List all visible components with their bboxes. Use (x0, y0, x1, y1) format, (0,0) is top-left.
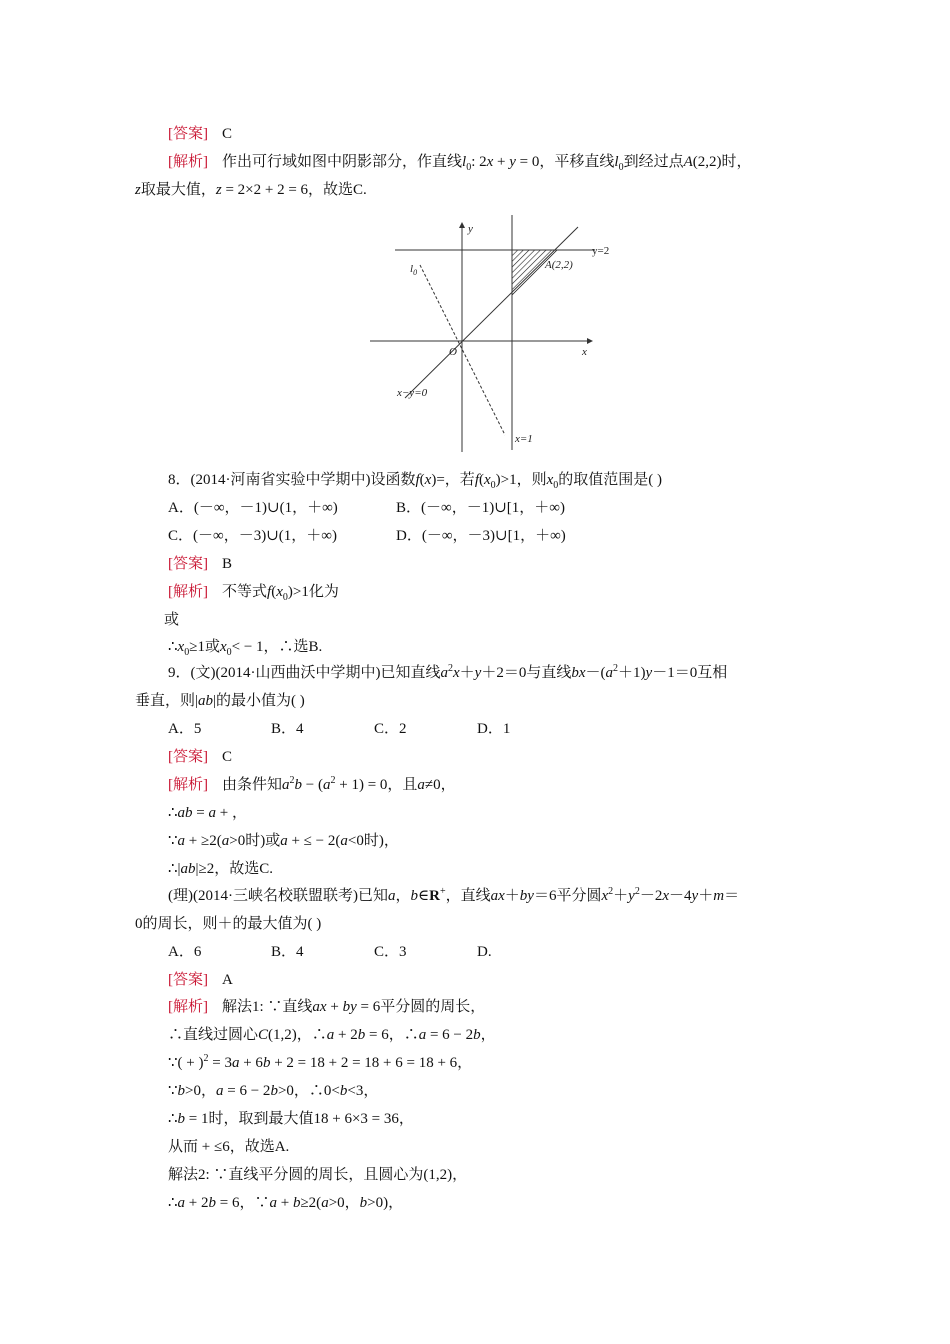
y-axis-arrow (459, 222, 465, 228)
q9-analysis-line-1: [解析] 由条件知$a^2b - (a^2 + 1) = 0$，且a≠0， (168, 775, 456, 793)
q9li-option-b: B．4 (271, 944, 304, 960)
q9li-answer: A (222, 972, 233, 988)
q8-option-d: D．(－∞，－3)∪[1，＋∞) (396, 528, 566, 544)
q7-answer: C (222, 126, 233, 142)
q9li-method1-line-5: ∴b = 1时，取到最大值18 + 6×3 = 36， (168, 1111, 414, 1127)
answer-tag: [答案] (168, 126, 208, 142)
q8-option-a: A．(－∞，－1)∪(1，＋∞) (168, 500, 338, 516)
q9li-stem-line-1: (理)(2014·三峡名校联盟联考)已知a，b∈R+，直线ax＋by＝6平分圆$x^2+y^2-2x-4y+m=$ (168, 886, 740, 904)
q9li-method1-line-1: [解析] 解法1: ∵直线ax + by = 6平分圆的周长， (168, 999, 486, 1015)
q9-stem-line-1: 9．(文)(2014·山西曲沃中学期中)已知直线$a^2x+y+2=0$与直线$bx-(a^2+1)y-1=0$互相 (168, 663, 728, 681)
l0-label: $l_0$ (410, 263, 418, 277)
q9li-method1-line-6: 从而 + ≤6，故选A. (168, 1139, 290, 1155)
q9li-option-c: C．3 (374, 944, 407, 960)
q9-options (168, 719, 510, 739)
q9-analysis-line-3: ∵a + ≥2(a>0时)或a + ≤ − 2(a<0时)， (168, 833, 399, 849)
q8-or-line: 或 (164, 612, 180, 628)
point-a-label: A(2,2) (545, 259, 573, 271)
q9-option-c: C．2 (374, 721, 407, 737)
q8-option-c: C．(－∞，－3)∪(1，＋∞) (168, 528, 337, 544)
q9li-option-d: D. (477, 944, 492, 960)
x1-label: x=1 (515, 433, 533, 445)
q9-answer-line: [答案] C (168, 749, 233, 765)
q9li-options (168, 942, 492, 962)
q9li-method2-line-1: 解法2: ∵直线平分圆的周长，且圆心为(1,2)， (168, 1167, 468, 1183)
x-minus-y-label: x−y=0 (397, 387, 428, 399)
q9-option-d: D．1 (477, 721, 511, 737)
q8-answer-line: [答案] B (168, 556, 233, 572)
y2-label: y=2 (592, 245, 610, 257)
q9li-stem-line-2: 0的周长，则＋的最大值为( ) (135, 916, 322, 932)
q9li-option-a: A．6 (168, 944, 202, 960)
q9-option-b: B．4 (271, 721, 304, 737)
q9-analysis-line-4: ∴|ab|≥2，故选C. (168, 861, 274, 877)
q8-options-row-2 (168, 526, 566, 546)
q9-answer: C (222, 749, 233, 765)
x-axis-label: x (582, 346, 587, 358)
q8-option-b: B．(－∞，－1)∪[1，＋∞) (396, 500, 565, 516)
origin-label: O (449, 346, 457, 358)
q7-answer-line (168, 124, 232, 144)
q8-answer: B (222, 556, 233, 572)
q8-options-row-1 (168, 498, 565, 518)
q9li-method1-line-4: ∵b>0，a = 6 − 2b>0，∴0<b<3， (168, 1083, 379, 1099)
feasible-region-figure (365, 210, 620, 455)
coordinate-diagram (365, 210, 620, 455)
q9li-method1-line-3: ∵( + )$^2$ = 3a + 6b + 2 = 18 + 2 = 18 + 6 = 18 + 6， (168, 1053, 473, 1071)
q7-analysis-line-2: z取最大值，z = 2×2 + 2 = 6，故选C. (135, 182, 367, 198)
line-x-minus-y (405, 227, 578, 398)
q9li-method2-line-2: ∴a + 2b = 6，∵a + b≥2(a>0，b>0)， (168, 1195, 404, 1211)
analysis-tag: [解析] (168, 154, 208, 170)
q9-option-a: A．5 (168, 721, 202, 737)
y-axis-label: y (468, 223, 473, 235)
q8-stem: 8．(2014·河南省实验中学期中)设函数f(x)=，若$f(x_0)>1$，则$x_0$的取值范围是( ) (168, 472, 663, 491)
x-axis-arrow (587, 338, 593, 344)
q9-analysis-line-2: ∴ab = a + ， (168, 805, 247, 821)
q8-analysis-line: [解析] 不等式$f(x_0)>1$化为 (168, 584, 339, 603)
q9-stem-line-2: 垂直，则|ab|的最小值为( ) (135, 693, 305, 709)
q8-conclusion: $\therefore x_0\ge 1$或$x_0< - 1$，∴选B. (168, 639, 323, 658)
shaded-region (512, 250, 557, 295)
q9li-answer-line: [答案] A (168, 972, 233, 988)
q9li-method1-line-2: ∴直线过圆心C(1,2)，∴a + 2b = 6，∴a = 6 − 2b， (168, 1027, 496, 1043)
q7-analysis-line-1: [解析] 作出可行域如图中阴影部分，作直线$l_0$: 2x + y = 0，平移直线$l_0$到经过点A(2,2)时， (168, 154, 752, 173)
